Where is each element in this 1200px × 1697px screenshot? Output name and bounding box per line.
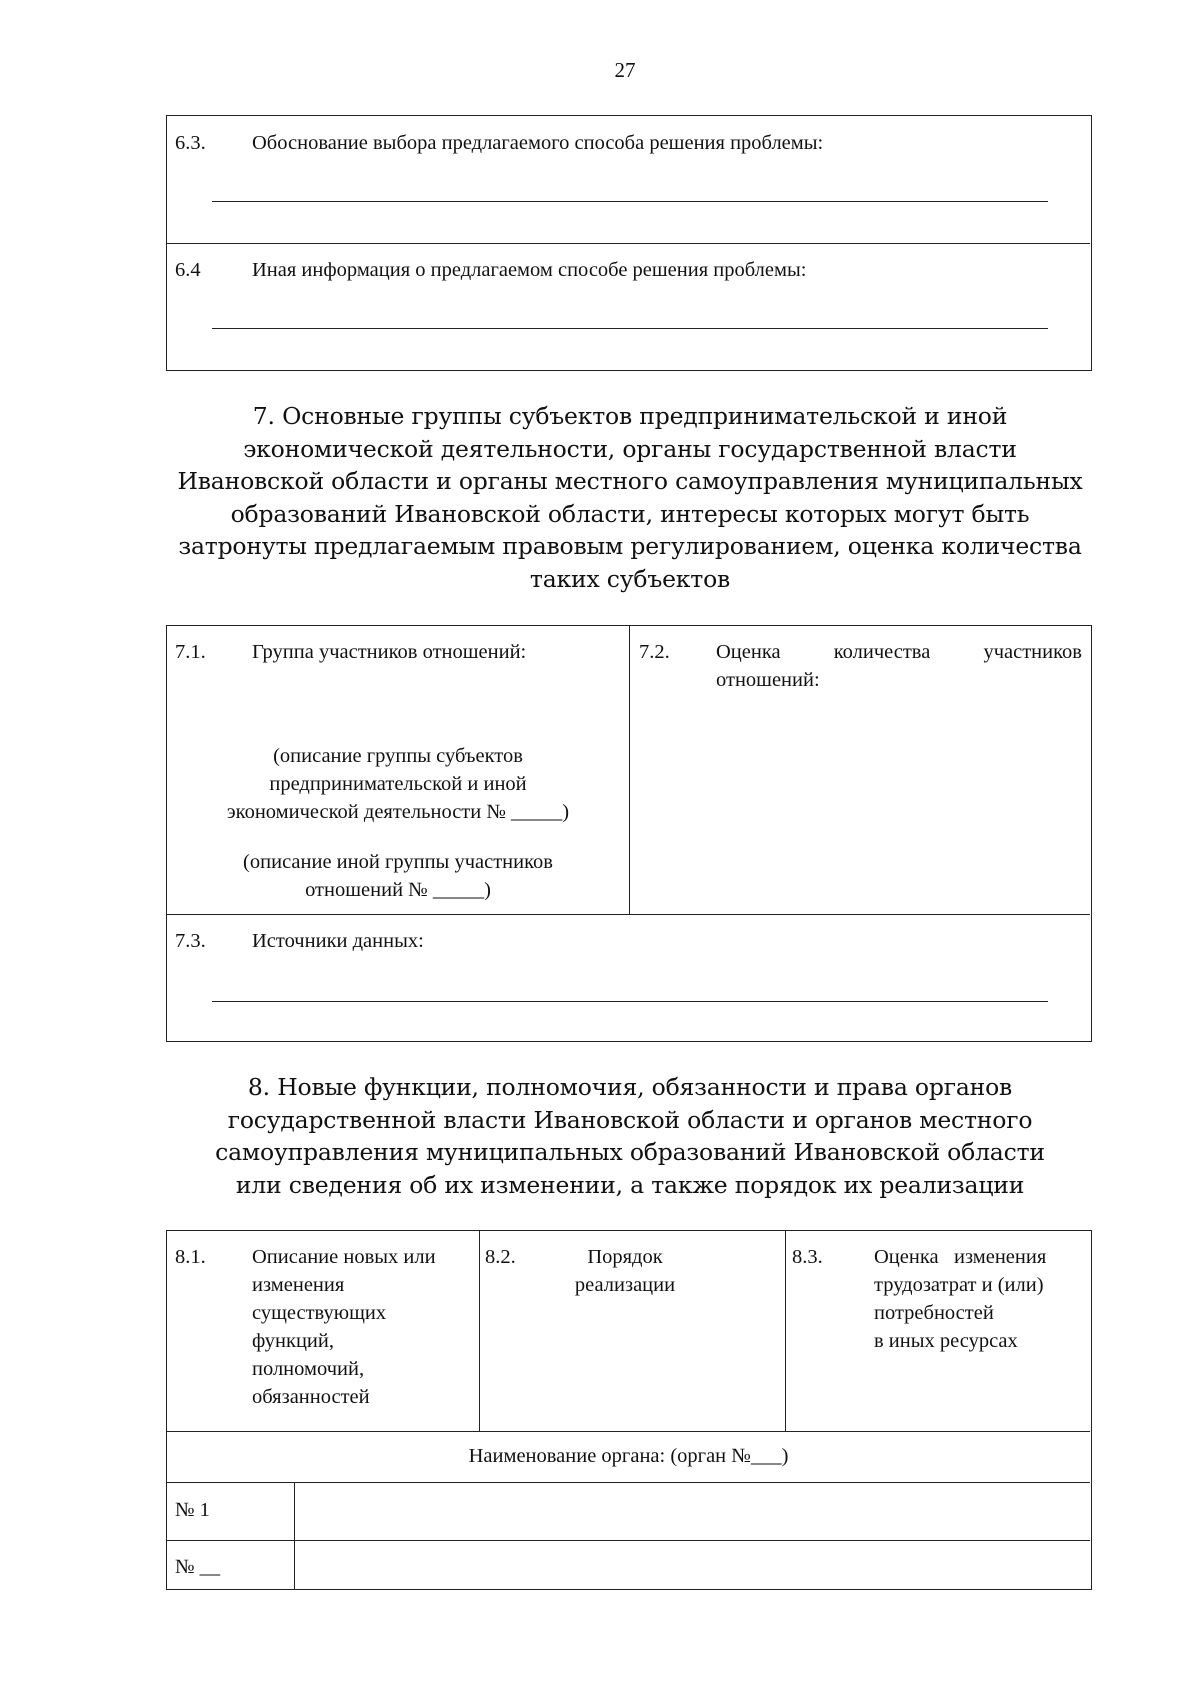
column-divider [479, 1231, 480, 1431]
item-6-3-number: 6.3. [175, 132, 206, 154]
group-description: (описание группы субъектов предпринимательской и иной экономической деятельности № _____) [226, 745, 570, 823]
section8-heading [160, 1071, 1100, 1201]
column-divider [629, 626, 630, 914]
item-8-3-label: Оценка изменения трудозатрат и (или) потребностей в иных ресурсах [874, 1246, 1047, 1352]
row-divider [167, 1431, 1090, 1432]
item-7-1-label: Группа участников отношений: [252, 641, 527, 663]
item-7-2-number: 7.2. [639, 641, 670, 663]
item-8-2-label: Порядок реализации [574, 1246, 676, 1296]
item-6-4-number: 6.4 [175, 259, 201, 281]
heading-line: или сведения об их изменении, а также порядок их реализации [235, 1170, 1025, 1199]
row-number-1: № 1 [175, 1499, 210, 1521]
row-2-content[interactable] [297, 1541, 1087, 1589]
item-6-3-label: Обоснование выбора предлагаемого способа решения проблемы: [252, 132, 824, 154]
column-divider [294, 1482, 295, 1589]
section7-table [166, 625, 1092, 1042]
section6-table [166, 115, 1092, 371]
heading-line: 7. Основные группы субъектов предпринимательской и иной [252, 402, 1008, 430]
item-8-1-number: 8.1. [175, 1246, 206, 1268]
column-divider [785, 1231, 786, 1431]
row-divider [167, 914, 1090, 915]
item-8-1-label: Описание новых или изменения существующих функций, полномочий, обязанностей [252, 1246, 436, 1408]
item-8-2-number: 8.2. [485, 1246, 516, 1268]
row-number-blank: № __ [175, 1556, 221, 1578]
heading-line: экономической деятельности, органы государственной власти [243, 434, 1017, 463]
item-7-3-number: 7.3. [175, 930, 206, 952]
item-7-3-label: Источники данных: [252, 930, 424, 952]
heading-line: государственной власти Ивановской области и органов местного [227, 1105, 1033, 1134]
heading-line: образований Ивановской области, интересы которых могут быть [230, 499, 1030, 528]
item-6-3-answer-line[interactable] [212, 201, 1048, 202]
page-number: 27 [614, 58, 636, 82]
item-7-3-answer-line[interactable] [212, 1001, 1048, 1002]
heading-line: 8. Новые функции, полномочия, обязанности и права органов [247, 1073, 1013, 1101]
heading-line: самоуправления муниципальных образований Ивановской области [215, 1138, 1045, 1166]
heading-line: Ивановской области и органы местного самоуправления муниципальных [177, 467, 1083, 495]
organ-name-row: Наименование органа: (орган №___) [468, 1445, 789, 1467]
section7-heading [160, 400, 1100, 595]
other-group-description: (описание иной группы участников отношений № _____) [243, 851, 553, 901]
item-7-1-number: 7.1. [175, 641, 206, 663]
item-6-4-label: Иная информация о предлагаемом способе решения проблемы: [252, 259, 807, 281]
heading-line: таких субъектов [529, 564, 731, 593]
item-6-4-answer-line[interactable] [212, 328, 1048, 329]
item-7-2-label: Оценка количества участников отношений: [716, 641, 1082, 691]
section8-table [166, 1230, 1092, 1590]
row-divider [167, 243, 1090, 244]
item-8-3-number: 8.3. [792, 1246, 823, 1268]
heading-line: затронуты предлагаемым правовым регулированием, оценка количества [178, 532, 1082, 560]
row-1-content[interactable] [297, 1483, 1087, 1539]
